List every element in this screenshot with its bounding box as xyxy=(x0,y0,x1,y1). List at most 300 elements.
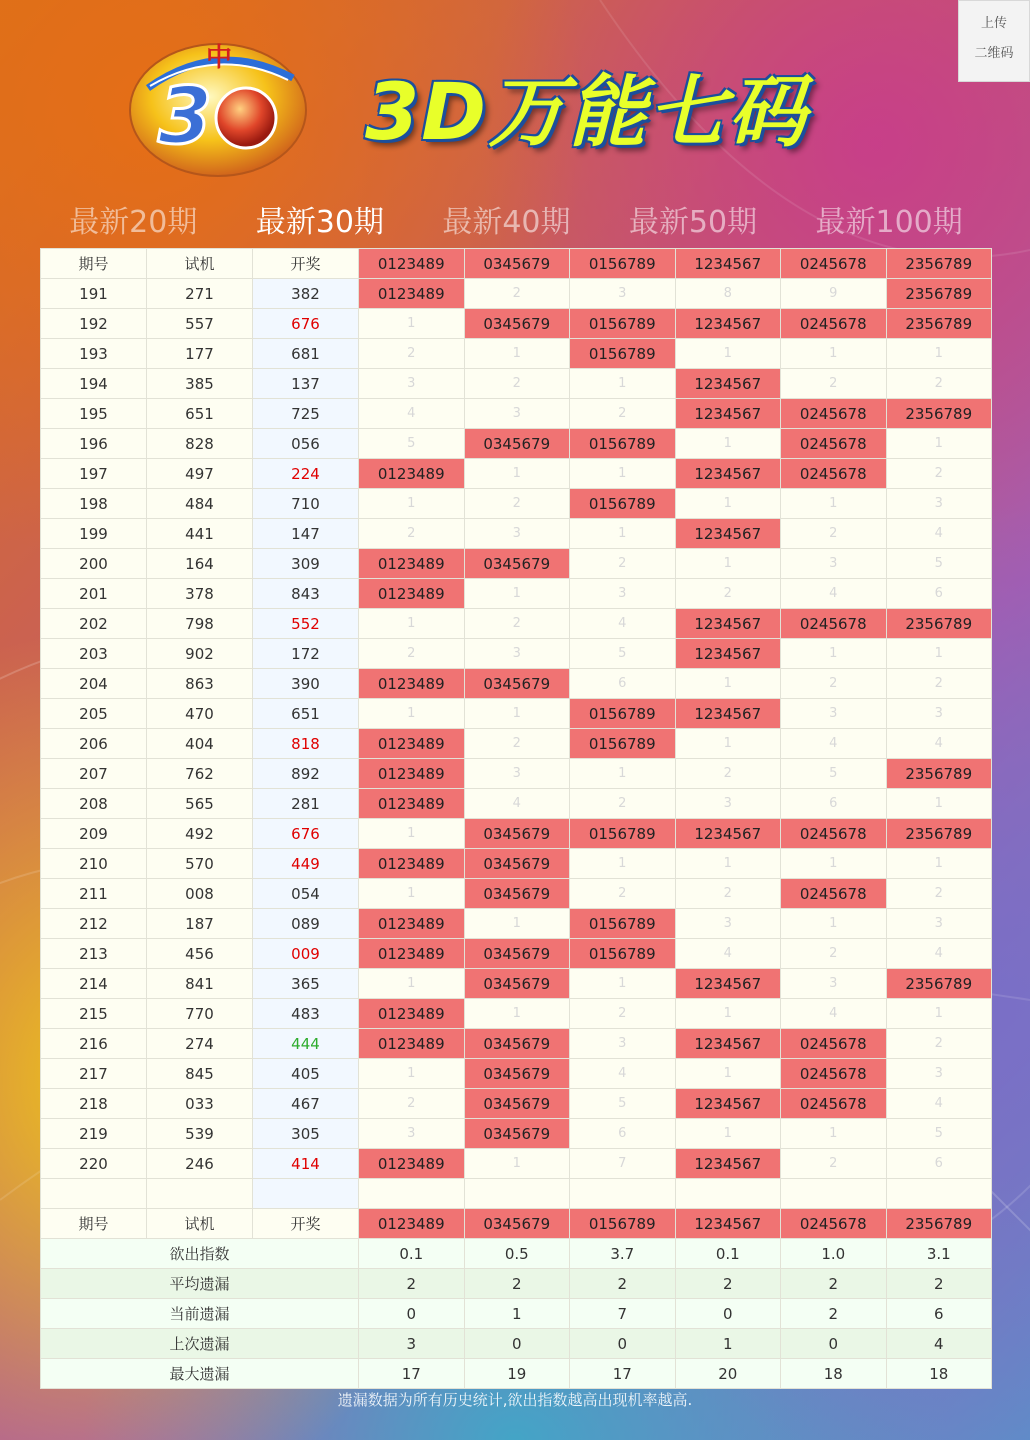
draw-number: 414 xyxy=(253,1149,359,1179)
stat-value: 6 xyxy=(886,1299,992,1329)
miss-count-cell: 3 xyxy=(886,909,992,939)
trial-number: 441 xyxy=(147,519,253,549)
issue-number: 198 xyxy=(41,489,147,519)
miss-count-cell: 2 xyxy=(464,279,570,309)
stat-label: 最大遗漏 xyxy=(41,1359,359,1389)
table-row xyxy=(41,459,992,489)
miss-count-cell: 1 xyxy=(675,549,781,579)
miss-count-cell: 1 xyxy=(781,639,887,669)
hit-cell: 0345679 xyxy=(464,939,570,969)
draw-number: 651 xyxy=(253,699,359,729)
hit-cell: 1234567 xyxy=(675,969,781,999)
table-row xyxy=(41,849,992,879)
miss-count-cell: 9 xyxy=(781,279,887,309)
miss-count-cell: 2 xyxy=(886,1029,992,1059)
trial-number: 845 xyxy=(147,1059,253,1089)
draw-number: 305 xyxy=(253,1119,359,1149)
table-row xyxy=(41,1029,992,1059)
miss-count-cell: 1 xyxy=(359,819,465,849)
miss-count-cell: 1 xyxy=(675,429,781,459)
hit-cell: 0345679 xyxy=(464,969,570,999)
stat-value: 0 xyxy=(464,1329,570,1359)
tab-period-4[interactable]: 最新100期 xyxy=(815,205,963,240)
table-row xyxy=(41,1149,992,1179)
hit-cell: 0345679 xyxy=(464,549,570,579)
trial-number: 246 xyxy=(147,1149,253,1179)
miss-count-cell: 6 xyxy=(781,789,887,819)
stat-value: 20 xyxy=(675,1359,781,1389)
page-title: 3D万能七码 xyxy=(365,68,809,158)
miss-count-cell: 1 xyxy=(886,339,992,369)
header-group: 2356789 xyxy=(886,249,992,279)
qr-label-line2: 二维码 xyxy=(974,46,1014,61)
table-row xyxy=(41,1119,992,1149)
hit-cell: 1234567 xyxy=(675,459,781,489)
hit-cell: 0123489 xyxy=(359,279,465,309)
table-row xyxy=(41,639,992,669)
hit-cell: 1234567 xyxy=(675,309,781,339)
header-draw: 开奖 xyxy=(253,249,359,279)
trial-number: 902 xyxy=(147,639,253,669)
miss-count-cell: 4 xyxy=(359,399,465,429)
hit-cell: 0345679 xyxy=(464,1029,570,1059)
hit-cell: 0345679 xyxy=(464,879,570,909)
miss-count-cell: 3 xyxy=(464,759,570,789)
trial-number: 565 xyxy=(147,789,253,819)
miss-count-cell: 2 xyxy=(570,789,676,819)
stat-value: 17 xyxy=(570,1359,676,1389)
miss-count-cell: 3 xyxy=(781,549,887,579)
hit-cell: 1234567 xyxy=(675,609,781,639)
miss-count-cell: 2 xyxy=(570,399,676,429)
stat-value: 7 xyxy=(570,1299,676,1329)
miss-count-cell: 2 xyxy=(886,459,992,489)
spacer-cell xyxy=(359,1179,465,1209)
hit-cell: 2356789 xyxy=(886,819,992,849)
trial-number: 484 xyxy=(147,489,253,519)
hit-cell: 0156789 xyxy=(570,489,676,519)
issue-number: 210 xyxy=(41,849,147,879)
hit-cell: 0245678 xyxy=(781,459,887,489)
stat-row xyxy=(41,1239,992,1269)
draw-number: 365 xyxy=(253,969,359,999)
header-group: 1234567 xyxy=(675,1209,781,1239)
miss-count-cell: 8 xyxy=(675,279,781,309)
miss-count-cell: 2 xyxy=(781,1149,887,1179)
seven-code-table xyxy=(40,248,992,1389)
miss-count-cell: 2 xyxy=(464,729,570,759)
miss-count-cell: 1 xyxy=(464,339,570,369)
miss-count-cell: 1 xyxy=(570,519,676,549)
miss-count-cell: 2 xyxy=(570,999,676,1029)
miss-count-cell: 4 xyxy=(781,999,887,1029)
table-row xyxy=(41,819,992,849)
draw-number: 056 xyxy=(253,429,359,459)
qr-label-line1: 上传 xyxy=(980,16,1007,31)
miss-count-cell: 1 xyxy=(781,339,887,369)
stat-value: 0 xyxy=(359,1299,465,1329)
table-row xyxy=(41,789,992,819)
stat-value: 2 xyxy=(359,1269,465,1299)
hit-cell: 0123489 xyxy=(359,939,465,969)
tab-period-0[interactable]: 最新20期 xyxy=(69,205,198,240)
trial-number: 470 xyxy=(147,699,253,729)
qr-upload-button[interactable] xyxy=(958,0,1030,82)
trial-number: 557 xyxy=(147,309,253,339)
hit-cell: 2356789 xyxy=(886,969,992,999)
trial-number: 271 xyxy=(147,279,253,309)
miss-count-cell: 6 xyxy=(886,579,992,609)
miss-count-cell: 1 xyxy=(570,369,676,399)
miss-count-cell: 4 xyxy=(675,939,781,969)
stat-value: 2 xyxy=(675,1269,781,1299)
tab-period-2[interactable]: 最新40期 xyxy=(442,205,571,240)
hit-cell: 0156789 xyxy=(570,909,676,939)
miss-count-cell: 4 xyxy=(570,1059,676,1089)
table-row xyxy=(41,939,992,969)
issue-number: 191 xyxy=(41,279,147,309)
hit-cell: 0156789 xyxy=(570,339,676,369)
issue-number: 195 xyxy=(41,399,147,429)
miss-count-cell: 4 xyxy=(886,729,992,759)
hit-cell: 0345679 xyxy=(464,669,570,699)
stat-row xyxy=(41,1299,992,1329)
miss-count-cell: 2 xyxy=(464,489,570,519)
hit-cell: 1234567 xyxy=(675,1029,781,1059)
hit-cell: 1234567 xyxy=(675,639,781,669)
miss-count-cell: 1 xyxy=(464,1149,570,1179)
stat-value: 0.1 xyxy=(359,1239,465,1269)
miss-count-cell: 1 xyxy=(886,639,992,669)
miss-count-cell: 3 xyxy=(464,639,570,669)
stat-value: 3.1 xyxy=(886,1239,992,1269)
draw-number: 467 xyxy=(253,1089,359,1119)
miss-count-cell: 1 xyxy=(675,339,781,369)
hit-cell: 0123489 xyxy=(359,549,465,579)
issue-number: 192 xyxy=(41,309,147,339)
miss-count-cell: 3 xyxy=(675,789,781,819)
miss-count-cell: 2 xyxy=(359,519,465,549)
draw-number: 552 xyxy=(253,609,359,639)
miss-count-cell: 1 xyxy=(464,459,570,489)
trial-number: 570 xyxy=(147,849,253,879)
miss-count-cell: 3 xyxy=(464,399,570,429)
miss-count-cell: 2 xyxy=(359,339,465,369)
miss-count-cell: 5 xyxy=(886,549,992,579)
trial-number: 033 xyxy=(147,1089,253,1119)
miss-count-cell: 3 xyxy=(570,579,676,609)
hit-cell: 0123489 xyxy=(359,579,465,609)
footer-note: 遗漏数据为所有历史统计,欲出指数越高出现机率越高. xyxy=(337,1391,693,1409)
miss-count-cell: 1 xyxy=(570,849,676,879)
header-group: 1234567 xyxy=(675,249,781,279)
spacer-cell xyxy=(464,1179,570,1209)
hit-cell: 2356789 xyxy=(886,759,992,789)
hit-cell: 0156789 xyxy=(570,699,676,729)
stat-value: 3 xyxy=(359,1329,465,1359)
trial-number: 762 xyxy=(147,759,253,789)
spacer-cell xyxy=(886,1179,992,1209)
miss-count-cell: 6 xyxy=(886,1149,992,1179)
header-group: 0123489 xyxy=(359,249,465,279)
miss-count-cell: 2 xyxy=(886,879,992,909)
miss-count-cell: 2 xyxy=(464,369,570,399)
hit-cell: 0156789 xyxy=(570,309,676,339)
miss-count-cell: 1 xyxy=(570,459,676,489)
draw-number: 710 xyxy=(253,489,359,519)
miss-count-cell: 2 xyxy=(464,609,570,639)
table-footer-header-row xyxy=(41,1209,992,1239)
table-row xyxy=(41,549,992,579)
stat-value: 18 xyxy=(781,1359,887,1389)
miss-count-cell: 2 xyxy=(570,879,676,909)
stat-value: 0 xyxy=(570,1329,676,1359)
miss-count-cell: 1 xyxy=(359,699,465,729)
trial-number: 798 xyxy=(147,609,253,639)
stat-value: 1.0 xyxy=(781,1239,887,1269)
miss-count-cell: 3 xyxy=(359,369,465,399)
issue-number: 214 xyxy=(41,969,147,999)
miss-count-cell: 5 xyxy=(570,639,676,669)
table-row xyxy=(41,1059,992,1089)
hit-cell: 0345679 xyxy=(464,1089,570,1119)
stat-value: 2 xyxy=(781,1299,887,1329)
issue-number: 193 xyxy=(41,339,147,369)
issue-number: 197 xyxy=(41,459,147,489)
issue-number: 196 xyxy=(41,429,147,459)
table-row xyxy=(41,909,992,939)
table-header-row xyxy=(41,249,992,279)
header-group: 0156789 xyxy=(570,1209,676,1239)
stat-value: 17 xyxy=(359,1359,465,1389)
issue-number: 205 xyxy=(41,699,147,729)
hit-cell: 2356789 xyxy=(886,399,992,429)
stat-value: 18 xyxy=(886,1359,992,1389)
table-row xyxy=(41,879,992,909)
period-tabs xyxy=(40,200,992,246)
hit-cell: 1234567 xyxy=(675,369,781,399)
trial-number: 008 xyxy=(147,879,253,909)
issue-number: 217 xyxy=(41,1059,147,1089)
miss-count-cell: 1 xyxy=(675,849,781,879)
stat-value: 2 xyxy=(464,1269,570,1299)
miss-count-cell: 4 xyxy=(781,579,887,609)
hit-cell: 0123489 xyxy=(359,669,465,699)
miss-count-cell: 4 xyxy=(886,519,992,549)
miss-count-cell: 1 xyxy=(570,759,676,789)
table-row xyxy=(41,759,992,789)
stat-label: 平均遗漏 xyxy=(41,1269,359,1299)
hit-cell: 0123489 xyxy=(359,999,465,1029)
table-row xyxy=(41,309,992,339)
miss-count-cell: 3 xyxy=(886,489,992,519)
stat-value: 1 xyxy=(464,1299,570,1329)
hit-cell: 0245678 xyxy=(781,609,887,639)
draw-number: 172 xyxy=(253,639,359,669)
stat-value: 2 xyxy=(570,1269,676,1299)
miss-count-cell: 3 xyxy=(570,279,676,309)
miss-count-cell: 1 xyxy=(359,879,465,909)
spacer-cell xyxy=(781,1179,887,1209)
miss-count-cell: 3 xyxy=(675,909,781,939)
stat-value: 2 xyxy=(886,1269,992,1299)
issue-number: 201 xyxy=(41,579,147,609)
miss-count-cell: 2 xyxy=(781,939,887,969)
table-row xyxy=(41,429,992,459)
spacer-row xyxy=(41,1179,992,1209)
miss-count-cell: 1 xyxy=(675,999,781,1029)
hit-cell: 0245678 xyxy=(781,1059,887,1089)
table-row xyxy=(41,1089,992,1119)
miss-count-cell: 2 xyxy=(570,549,676,579)
table-row xyxy=(41,729,992,759)
issue-number: 209 xyxy=(41,819,147,849)
draw-number: 405 xyxy=(253,1059,359,1089)
spacer-cell xyxy=(147,1179,253,1209)
stat-value: 3.7 xyxy=(570,1239,676,1269)
miss-count-cell: 1 xyxy=(359,1059,465,1089)
trial-number: 385 xyxy=(147,369,253,399)
header-group: 0245678 xyxy=(781,249,887,279)
issue-number: 218 xyxy=(41,1089,147,1119)
issue-number: 200 xyxy=(41,549,147,579)
miss-count-cell: 1 xyxy=(464,999,570,1029)
draw-number: 281 xyxy=(253,789,359,819)
trial-number: 770 xyxy=(147,999,253,1029)
draw-number: 725 xyxy=(253,399,359,429)
table-row xyxy=(41,999,992,1029)
miss-count-cell: 6 xyxy=(570,1119,676,1149)
hit-cell: 0245678 xyxy=(781,1029,887,1059)
stat-row xyxy=(41,1269,992,1299)
miss-count-cell: 4 xyxy=(886,939,992,969)
table-row xyxy=(41,279,992,309)
tab-period-1[interactable]: 最新30期 xyxy=(255,205,384,240)
header-issue: 期号 xyxy=(41,1209,147,1239)
miss-count-cell: 3 xyxy=(781,969,887,999)
miss-count-cell: 1 xyxy=(675,729,781,759)
issue-number: 213 xyxy=(41,939,147,969)
hit-cell: 1234567 xyxy=(675,1089,781,1119)
miss-count-cell: 1 xyxy=(675,669,781,699)
table-row xyxy=(41,399,992,429)
issue-number: 220 xyxy=(41,1149,147,1179)
stat-value: 1 xyxy=(675,1329,781,1359)
miss-count-cell: 2 xyxy=(675,879,781,909)
hit-cell: 0123489 xyxy=(359,1149,465,1179)
hit-cell: 0123489 xyxy=(359,909,465,939)
draw-number: 449 xyxy=(253,849,359,879)
miss-count-cell: 3 xyxy=(570,1029,676,1059)
miss-count-cell: 1 xyxy=(359,969,465,999)
draw-number: 892 xyxy=(253,759,359,789)
issue-number: 208 xyxy=(41,789,147,819)
trial-number: 378 xyxy=(147,579,253,609)
draw-number: 137 xyxy=(253,369,359,399)
table-row xyxy=(41,609,992,639)
draw-number: 009 xyxy=(253,939,359,969)
miss-count-cell: 2 xyxy=(781,669,887,699)
draw-number: 054 xyxy=(253,879,359,909)
draw-number: 483 xyxy=(253,999,359,1029)
draw-number: 843 xyxy=(253,579,359,609)
draw-number: 818 xyxy=(253,729,359,759)
miss-count-cell: 1 xyxy=(464,699,570,729)
hit-cell: 0123489 xyxy=(359,1029,465,1059)
trial-number: 651 xyxy=(147,399,253,429)
hit-cell: 0123489 xyxy=(359,849,465,879)
miss-count-cell: 1 xyxy=(781,489,887,519)
hit-cell: 0123489 xyxy=(359,729,465,759)
stat-value: 0.5 xyxy=(464,1239,570,1269)
issue-number: 211 xyxy=(41,879,147,909)
miss-count-cell: 1 xyxy=(464,909,570,939)
header-trial: 试机 xyxy=(147,249,253,279)
trial-number: 164 xyxy=(147,549,253,579)
hit-cell: 0345679 xyxy=(464,1059,570,1089)
issue-number: 202 xyxy=(41,609,147,639)
hit-cell: 2356789 xyxy=(886,279,992,309)
hit-cell: 0345679 xyxy=(464,819,570,849)
stat-value: 0 xyxy=(675,1299,781,1329)
miss-count-cell: 3 xyxy=(464,519,570,549)
issue-number: 207 xyxy=(41,759,147,789)
stat-row xyxy=(41,1359,992,1389)
issue-number: 203 xyxy=(41,639,147,669)
tab-period-3[interactable]: 最新50期 xyxy=(628,205,758,240)
hit-cell: 0245678 xyxy=(781,429,887,459)
hit-cell: 1234567 xyxy=(675,519,781,549)
miss-count-cell: 2 xyxy=(675,579,781,609)
stat-label: 上次遗漏 xyxy=(41,1329,359,1359)
svg-text:中: 中 xyxy=(206,43,233,73)
stat-value: 4 xyxy=(886,1329,992,1359)
hit-cell: 1234567 xyxy=(675,399,781,429)
miss-count-cell: 4 xyxy=(464,789,570,819)
miss-count-cell: 1 xyxy=(675,1119,781,1149)
miss-count-cell: 2 xyxy=(675,759,781,789)
miss-count-cell: 1 xyxy=(886,789,992,819)
header-group: 0345679 xyxy=(464,1209,570,1239)
miss-count-cell: 5 xyxy=(570,1089,676,1119)
stat-label: 当前遗漏 xyxy=(41,1299,359,1329)
miss-count-cell: 6 xyxy=(570,669,676,699)
trial-number: 492 xyxy=(147,819,253,849)
spacer-cell xyxy=(253,1179,359,1209)
table-row xyxy=(41,669,992,699)
draw-number: 681 xyxy=(253,339,359,369)
table-row xyxy=(41,339,992,369)
hit-cell: 0345679 xyxy=(464,429,570,459)
stat-label: 欲出指数 xyxy=(41,1239,359,1269)
issue-number: 206 xyxy=(41,729,147,759)
header-trial: 试机 xyxy=(147,1209,253,1239)
hit-cell: 0245678 xyxy=(781,879,887,909)
issue-number: 194 xyxy=(41,369,147,399)
spacer-cell xyxy=(41,1179,147,1209)
draw-number: 676 xyxy=(253,309,359,339)
miss-count-cell: 4 xyxy=(886,1089,992,1119)
draw-number: 309 xyxy=(253,549,359,579)
miss-count-cell: 1 xyxy=(886,429,992,459)
miss-count-cell: 4 xyxy=(570,609,676,639)
hit-cell: 0345679 xyxy=(464,1119,570,1149)
hit-cell: 0245678 xyxy=(781,1089,887,1119)
trial-number: 497 xyxy=(147,459,253,489)
miss-count-cell: 3 xyxy=(886,699,992,729)
hit-cell: 2356789 xyxy=(886,309,992,339)
issue-number: 216 xyxy=(41,1029,147,1059)
